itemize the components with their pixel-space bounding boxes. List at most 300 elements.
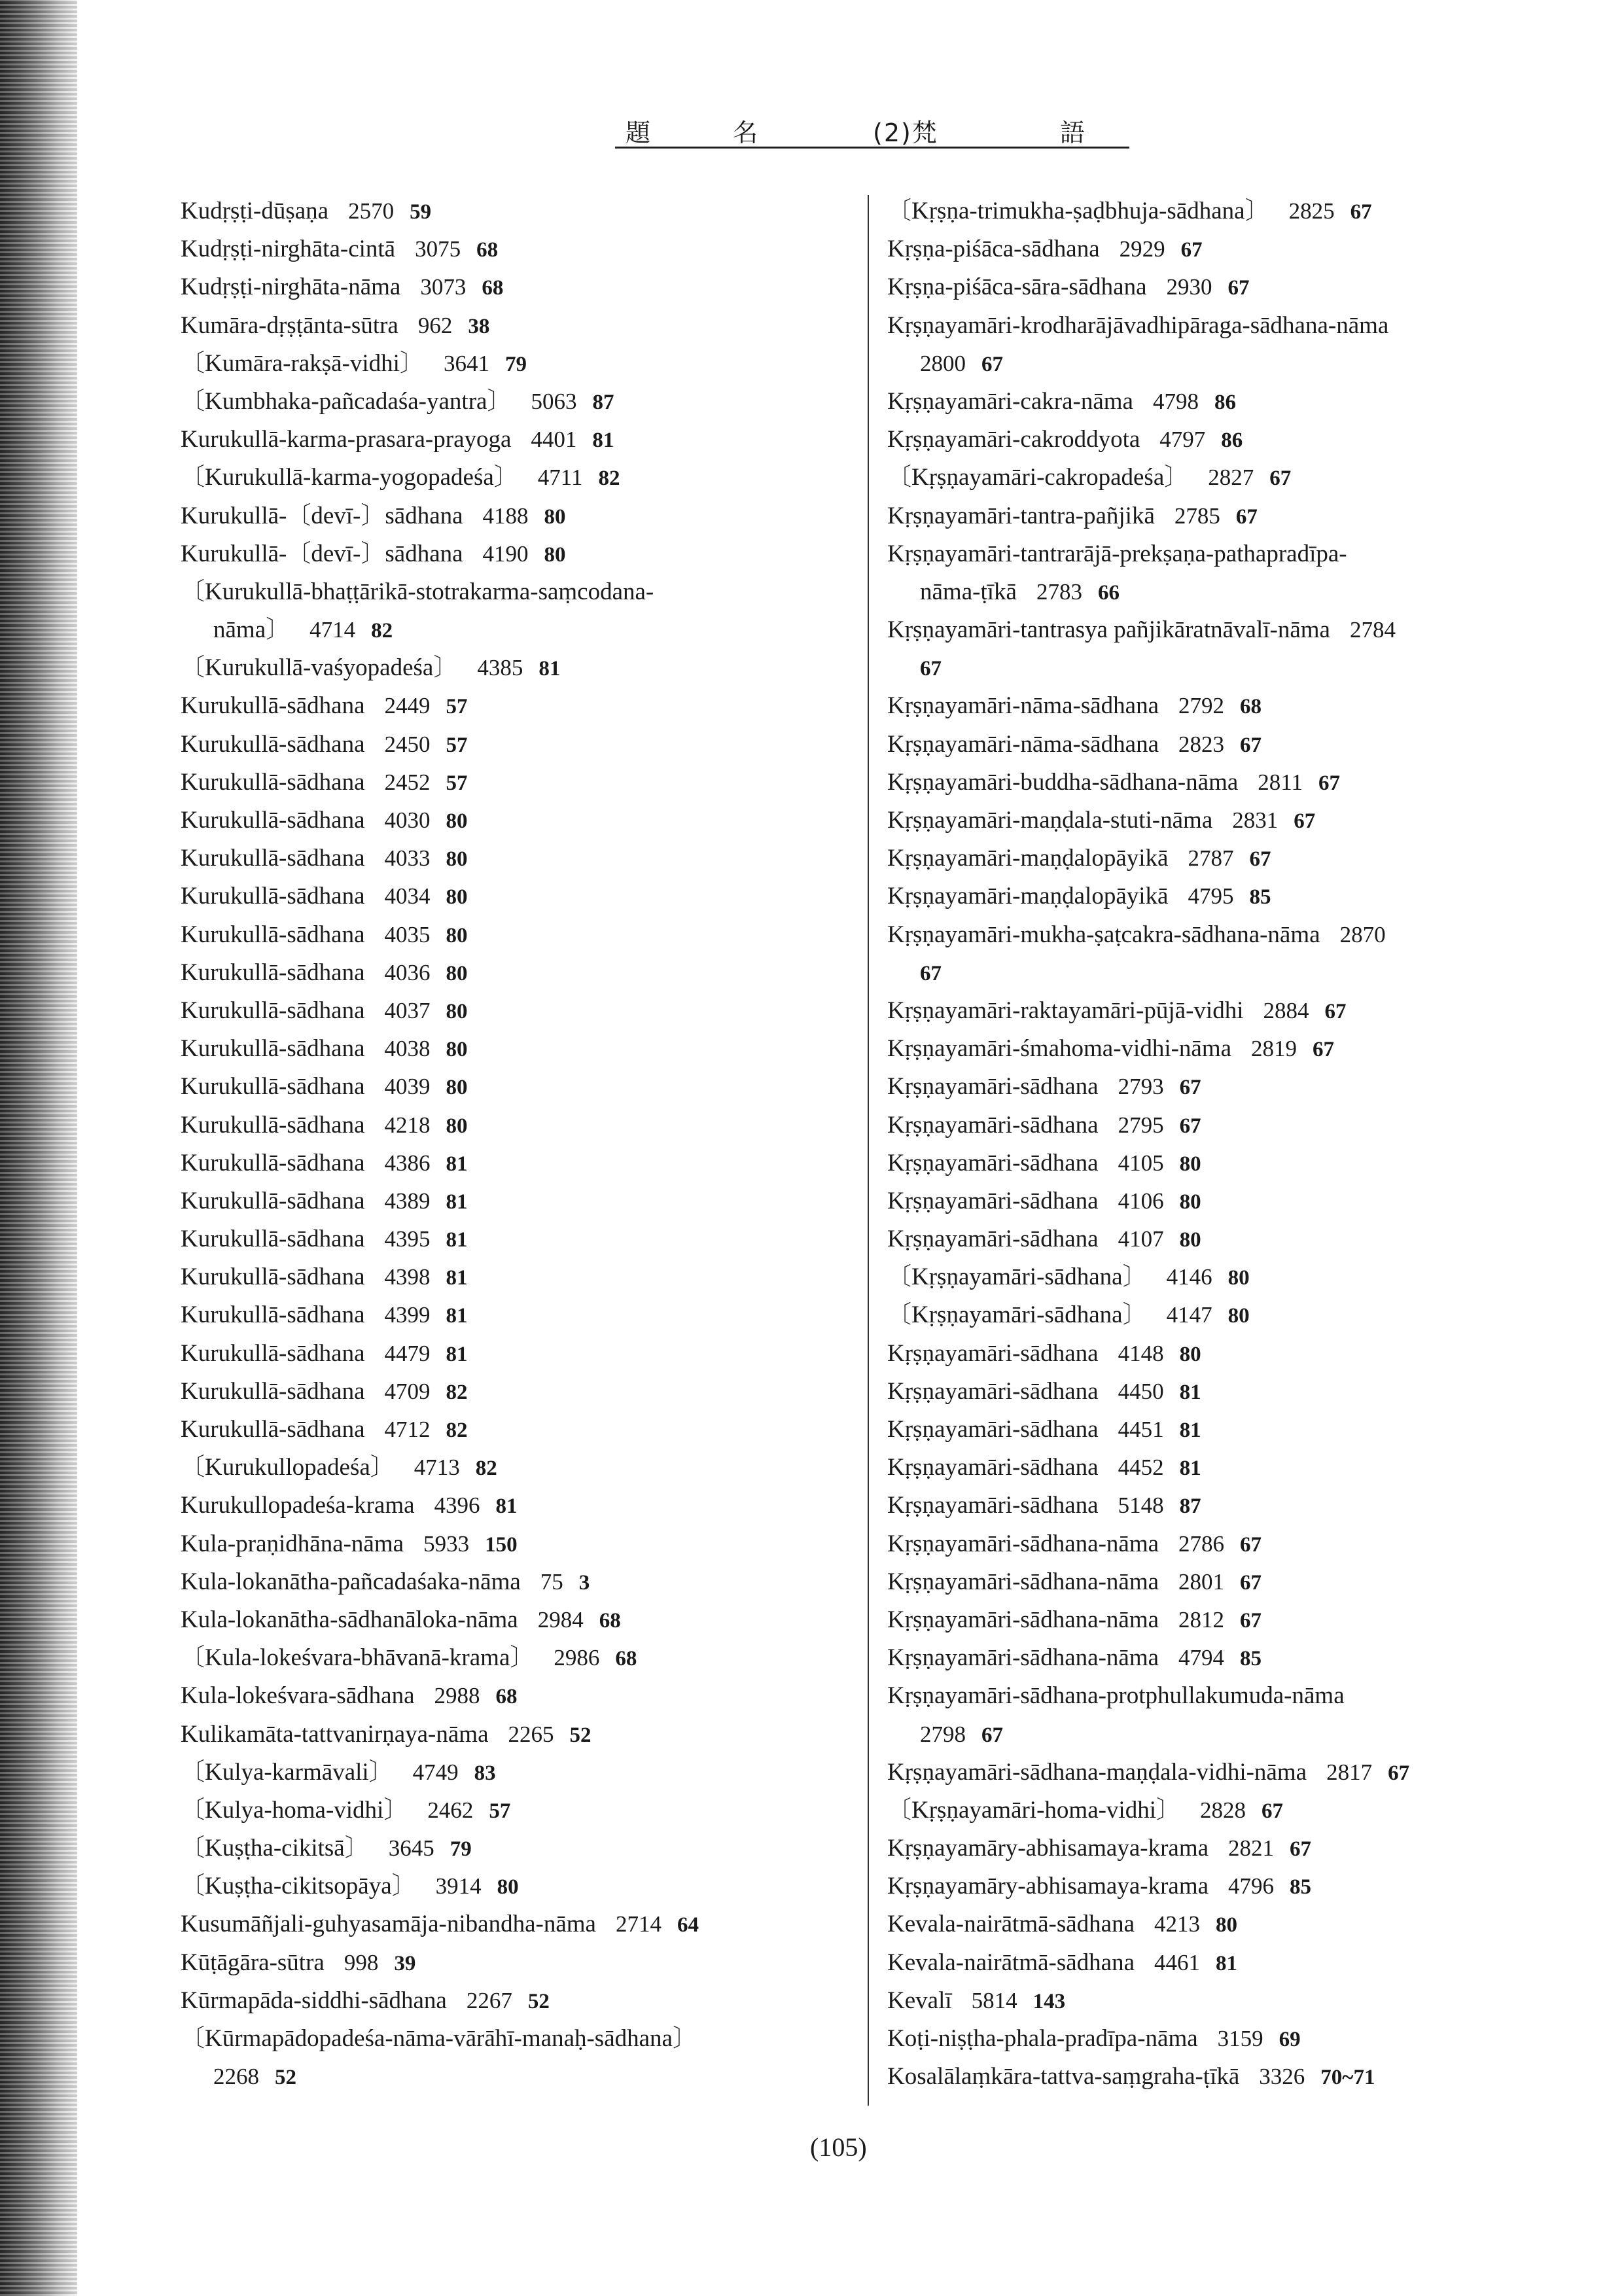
entry-title: Kudṛṣṭi-nirghāta-nāma (181, 274, 401, 301)
index-entry (181, 1373, 841, 1411)
entry-page-reference: 67 (1269, 467, 1292, 491)
entry-page-reference: 82 (475, 1457, 497, 1481)
entry-catalog-number: 4037 (384, 997, 431, 1023)
entry-catalog-number: 4188 (482, 503, 529, 529)
entry-page-reference: 67 (1240, 1570, 1262, 1595)
entry-title: Kṛṣṇayamāri-sādhana-nāma (887, 1530, 1159, 1557)
entry-catalog-number: 2268 (213, 2064, 259, 2090)
entry-catalog-number: 4461 (1154, 1949, 1201, 1975)
entry-title: Kurukullā-sādhana (181, 1339, 365, 1367)
index-entry (181, 535, 841, 573)
entry-catalog-number: 4712 (384, 1417, 431, 1442)
entry-title: Kurukullā-sādhana (181, 1301, 365, 1329)
page-number: (105) (810, 2132, 867, 2162)
entry-page-reference: 83 (474, 1761, 496, 1785)
column-divider (868, 195, 869, 2106)
entry-page-reference: 80 (1179, 1190, 1201, 1214)
index-entry (887, 1563, 1548, 1601)
entry-catalog-number: 3914 (435, 1873, 482, 1899)
entry-page-reference: 67 (981, 352, 1003, 376)
entry-title: 〔Kṛṣṇayamāri-sādhana〕 (887, 1263, 1147, 1291)
entry-title: Kṛṣṇayamāri-sādhana (887, 1111, 1099, 1139)
entry-page-reference: 57 (489, 1799, 511, 1823)
entry-page-reference: 68 (1240, 695, 1262, 719)
entry-catalog-number: 2817 (1326, 1759, 1373, 1785)
entry-title: Kurukullā-sādhana (181, 1187, 365, 1214)
header-part-4: 語 (1060, 118, 1087, 147)
index-entry (181, 268, 841, 306)
entry-page-reference: 82 (598, 467, 620, 491)
entry-title: Kūṭāgāra-sūtra (181, 1949, 325, 1976)
entry-page-reference: 81 (446, 1190, 468, 1214)
index-column-right (887, 192, 1548, 2096)
entry-page-reference: 81 (1216, 1951, 1238, 1975)
entry-page-reference: 52 (275, 2066, 296, 2090)
entry-page-reference: 81 (495, 1494, 518, 1519)
entry-title: Kṛṣṇayamāri-sādhana (887, 1416, 1099, 1443)
index-entry (887, 2058, 1548, 2096)
entry-page-reference: 82 (446, 1380, 468, 1404)
entry-title: Kṛṣṇayamāri-sādhana-maṇḍala-vidhi-nāma (887, 1758, 1307, 1786)
entry-page-reference: 143 (1033, 1989, 1066, 2013)
entry-title: Kṛṣṇayamāri-tantrasya pañjikāratnāvalī-nāma (887, 616, 1330, 644)
index-entry (887, 1639, 1548, 1677)
entry-title: Kurukullā-sādhana (181, 1377, 365, 1405)
index-entry (181, 1411, 841, 1449)
entry-title: Kṛṣṇayamāri-sādhana (887, 1454, 1099, 1481)
index-entry (887, 1296, 1548, 1334)
entry-page-reference: 79 (450, 1837, 472, 1862)
index-entry (887, 1982, 1548, 2020)
entry-page-reference: 39 (394, 1951, 416, 1975)
entry-catalog-number: 2986 (554, 1645, 600, 1671)
index-entry (181, 954, 841, 992)
entry-catalog-number: 4452 (1118, 1455, 1164, 1481)
index-entry (181, 1639, 841, 1677)
entry-catalog-number: 4794 (1178, 1645, 1225, 1671)
entry-title: Kula-praṇidhāna-nāma (181, 1530, 404, 1557)
entry-page-reference: 79 (504, 352, 527, 376)
entry-catalog-number: 2714 (615, 1911, 662, 1937)
entry-catalog-number: 2792 (1178, 693, 1225, 719)
entry-page-reference: 67 (1240, 1608, 1262, 1633)
index-entry (181, 307, 841, 345)
index-entry (887, 383, 1548, 421)
entry-catalog-number: 4147 (1166, 1302, 1212, 1328)
entry-title: 〔Kurukullā-bhaṭṭārikā-stotrakarma-saṃcodana- (181, 578, 654, 605)
entry-catalog-number: 4749 (412, 1759, 459, 1785)
entry-catalog-number: 2930 (1166, 274, 1212, 300)
entry-catalog-number: 4030 (384, 807, 431, 833)
index-entry (181, 1220, 841, 1258)
entry-catalog-number: 2785 (1174, 503, 1220, 529)
entry-page-reference: 80 (446, 1114, 468, 1138)
index-entry (887, 1792, 1548, 1829)
index-entry (181, 1982, 841, 2020)
entry-title: Kurukullā-sādhana (181, 807, 365, 834)
entry-title: Kudṛṣṭi-dūṣaṇa (181, 198, 329, 224)
book-spine-shadow (0, 0, 77, 2296)
index-entry (887, 1487, 1548, 1525)
entry-title: Kurukullā-〔devī-〕sādhana (181, 502, 463, 529)
index-entry (887, 421, 1548, 459)
entry-catalog-number: 3326 (1259, 2064, 1305, 2090)
entry-title: 〔Kṛṣṇayamāri-homa-vidhi〕 (887, 1796, 1180, 1824)
entry-catalog-number: 5148 (1118, 1492, 1164, 1519)
entry-catalog-number: 3645 (388, 1835, 434, 1862)
entry-title: Kumāra-dṛṣṭānta-sūtra (181, 311, 398, 339)
entry-title: Kurukullā-karma-prasara-prayoga (181, 426, 512, 453)
entry-catalog-number: 5063 (531, 388, 577, 414)
entry-page-reference: 80 (1179, 1342, 1201, 1366)
entry-title: 〔Kṛṣṇayamāri-cakropadeśa〕 (887, 464, 1189, 491)
index-entry (887, 1601, 1548, 1639)
index-entry (181, 1944, 841, 1982)
index-entry (887, 192, 1548, 230)
entry-page-reference: 59 (410, 200, 432, 224)
entry-page-reference: 85 (1240, 1647, 1262, 1671)
entry-catalog-number: 4385 (477, 655, 523, 681)
entry-catalog-number: 2570 (348, 198, 395, 224)
entry-title: Kosalālaṃkāra-tattva-saṃgraha-ṭīkā (887, 2063, 1240, 2091)
entry-catalog-number: 4146 (1166, 1264, 1212, 1290)
index-entry (181, 192, 841, 230)
entry-page-reference: 67 (1180, 238, 1203, 262)
entry-catalog-number: 2811 (1258, 769, 1303, 795)
entry-title: Kṛṣṇa-piśāca-sāra-sādhana (887, 274, 1147, 301)
entry-page-reference: 67 (1294, 809, 1316, 833)
entry-title: 〔Kurukullā-vaśyopadeśa〕 (181, 654, 458, 682)
entry-page-reference: 67 (1318, 771, 1340, 795)
index-entry (181, 611, 841, 649)
entry-title: Kṛṣṇayamāri-mukha-ṣaṭcakra-sādhana-nāma (887, 921, 1320, 948)
index-entry (887, 1182, 1548, 1220)
entry-page-reference: 67 (1240, 733, 1262, 757)
index-entry (181, 230, 841, 268)
entry-catalog-number: 2812 (1178, 1606, 1225, 1633)
entry-page-reference: 81 (1179, 1419, 1201, 1442)
entry-catalog-number: 2984 (537, 1606, 584, 1633)
entry-title: 〔Kula-lokeśvara-bhāvanā-krama〕 (181, 1644, 535, 1672)
entry-title: Kṛṣṇayamāri-maṇḍalopāyikā (887, 883, 1169, 910)
index-entry (181, 1867, 841, 1905)
entry-catalog-number: 2884 (1263, 997, 1309, 1023)
entry-title: Kurukullā-sādhana (181, 1263, 365, 1291)
entry-catalog-number: 2784 (1349, 617, 1396, 643)
entry-catalog-number: 2786 (1178, 1530, 1225, 1557)
entry-title: Kṛṣṇayamāri-sādhana (887, 1073, 1099, 1101)
entry-catalog-number: 3159 (1217, 2026, 1263, 2051)
index-entry (181, 1829, 841, 1867)
entry-title: Kula-lokeśvara-sādhana (181, 1682, 415, 1710)
entry-title: Kṛṣṇayamāry-abhisamaya-krama (887, 1873, 1209, 1900)
index-entry (887, 1905, 1548, 1943)
entry-catalog-number: 4034 (384, 883, 431, 910)
entry-title: Kṛṣṇayamāri-sādhana-nāma (887, 1644, 1159, 1672)
entry-title: Kṛṣṇayamāri-maṇḍalopāyikā (887, 845, 1169, 872)
entry-catalog-number: 2267 (466, 1987, 512, 2013)
entry-catalog-number: 4396 (434, 1492, 480, 1519)
entry-catalog-number: 4190 (482, 540, 529, 567)
entry-title: Kṛṣṇayamāry-abhisamaya-krama (887, 1835, 1209, 1862)
entry-page-reference: 80 (446, 961, 468, 985)
index-entry (181, 2020, 841, 2058)
entry-title: 〔Kumāra-rakṣā-vidhi〕 (181, 349, 424, 377)
index-entry (887, 497, 1548, 535)
entry-page-reference: 86 (1221, 429, 1243, 453)
entry-catalog-number: 2825 (1288, 198, 1335, 224)
index-entry (887, 1829, 1548, 1867)
entry-title: 〔Kurukullā-karma-yogopadeśa〕 (181, 464, 518, 491)
index-entry (887, 2020, 1548, 2058)
entry-title: 〔Kulya-karmāvali〕 (181, 1758, 393, 1786)
entry-catalog-number: 2787 (1188, 845, 1234, 872)
entry-page-reference: 57 (446, 771, 468, 795)
entry-title: Kṛṣṇayamāri-raktayamāri-pūjā-vidhi (887, 997, 1244, 1024)
entry-page-reference: 80 (1179, 1152, 1201, 1176)
entry-title: 〔Kṛṣṇa-trimukha-ṣaḍbhuja-sādhana〕 (887, 198, 1269, 224)
entry-catalog-number: 4479 (384, 1340, 431, 1366)
index-entry (181, 649, 841, 687)
entry-catalog-number: 2800 (920, 350, 966, 376)
entry-page-reference: 68 (482, 276, 504, 300)
entry-page-reference: 81 (1179, 1457, 1201, 1481)
entry-page-reference: 81 (538, 657, 561, 681)
entry-title: Kṛṣṇayamāri-sādhana (887, 1226, 1099, 1253)
index-entry (887, 802, 1548, 839)
entry-catalog-number: 4709 (384, 1378, 431, 1404)
entry-page-reference: 52 (527, 1989, 550, 2013)
entry-catalog-number: 2783 (1036, 578, 1082, 605)
entry-page-reference: 80 (446, 847, 468, 872)
entry-title: 〔Kurukullopadeśa〕 (181, 1454, 395, 1481)
entry-catalog-number: 5933 (423, 1530, 470, 1557)
index-entry (887, 1068, 1548, 1106)
entry-catalog-number: 3075 (415, 236, 461, 262)
entry-catalog-number: 4451 (1118, 1417, 1164, 1442)
entry-catalog-number: 2827 (1208, 465, 1254, 491)
entry-page-reference: 80 (1227, 1304, 1250, 1328)
index-entry (887, 1867, 1548, 1905)
index-entry (887, 611, 1548, 649)
entry-page-reference: 57 (446, 733, 468, 757)
entry-page-reference: 68 (615, 1647, 637, 1671)
entry-catalog-number: 3073 (420, 274, 467, 300)
entry-catalog-number: 75 (540, 1568, 563, 1595)
index-entry (181, 1677, 841, 1715)
entry-catalog-number: 4039 (384, 1074, 431, 1100)
entry-title: Kula-lokanātha-sādhanāloka-nāma (181, 1606, 518, 1633)
entry-page-reference: 80 (544, 504, 566, 529)
entry-catalog-number: 2929 (1119, 236, 1165, 262)
entry-title: Kṛṣṇayamāri-krodharājāvadhipāraga-sādhana-nāma (887, 311, 1389, 339)
entry-page-reference: 80 (544, 542, 566, 567)
entry-page-reference: 80 (497, 1875, 519, 1899)
entry-page-reference: 68 (599, 1608, 621, 1633)
entry-page-reference: 80 (1227, 1266, 1250, 1290)
entry-page-reference: 80 (446, 809, 468, 833)
entry-catalog-number: 4386 (384, 1150, 431, 1176)
entry-page-reference: 150 (485, 1532, 518, 1557)
index-entry (181, 1792, 841, 1829)
entry-title: Koṭi-niṣṭha-phala-pradīpa-nāma (887, 2025, 1198, 2052)
index-entry (181, 2058, 841, 2096)
entry-catalog-number: 962 (417, 312, 453, 338)
index-entry (181, 839, 841, 877)
entry-title: 〔Kulya-homa-vidhi〕 (181, 1796, 408, 1824)
entry-page-reference: 85 (1249, 885, 1271, 910)
entry-title: Kṛṣṇayamāri-sādhana-protphullakumuda-nāma (887, 1682, 1345, 1710)
entry-title: Kurukullā-sādhana (181, 730, 365, 758)
entry-page-reference: 81 (446, 1152, 468, 1176)
entry-catalog-number: 4401 (531, 427, 577, 453)
entry-page-reference: 69 (1279, 2028, 1301, 2051)
entry-title: 〔Kumbhaka-pañcadaśa-yantra〕 (181, 387, 512, 415)
entry-title: Kurukullā-sādhana (181, 692, 365, 720)
index-entry (181, 345, 841, 383)
entry-title: 〔Kuṣṭha-cikitsā〕 (181, 1835, 369, 1862)
index-entry (181, 1716, 841, 1754)
entry-title: 〔Kūrmapādopadeśa-nāma-vārāhī-manaḥ-sādhana〕 (181, 2025, 697, 2052)
entry-page-reference: 81 (446, 1228, 468, 1252)
entry-title: Kṛṣṇayamāri-nāma-sādhana (887, 730, 1159, 758)
entry-page-reference: 80 (446, 1038, 468, 1062)
entry-title: Kevala-nairātmā-sādhana (887, 1949, 1135, 1976)
index-entry (181, 459, 841, 497)
entry-title: Kevala-nairātmā-sādhana (887, 1911, 1135, 1938)
entry-title: Kurukullā-sādhana (181, 768, 365, 796)
index-entry (181, 1106, 841, 1144)
index-entry (181, 1258, 841, 1296)
entry-catalog-number: 4399 (384, 1302, 431, 1328)
entry-title: nāma-ṭīkā (920, 578, 1017, 605)
index-entry (887, 687, 1548, 725)
entry-catalog-number: 2795 (1118, 1112, 1164, 1138)
index-entry (181, 1068, 841, 1106)
index-entry (181, 764, 841, 802)
entry-page-reference: 81 (592, 429, 614, 453)
entry-catalog-number: 4218 (384, 1112, 431, 1138)
entry-title: Kṛṣṇayamāri-tantra-pañjikā (887, 502, 1155, 529)
index-entry (887, 1106, 1548, 1144)
entry-page-reference: 70~71 (1320, 2066, 1375, 2090)
entry-title: Kṛṣṇayamāri-sādhana (887, 1149, 1099, 1176)
entry-catalog-number: 4038 (384, 1036, 431, 1062)
entry-catalog-number: 4213 (1154, 1911, 1201, 1937)
entry-page-reference: 68 (476, 238, 499, 262)
index-entry (887, 1335, 1548, 1373)
entry-title: Kurukullā-sādhana (181, 1416, 365, 1443)
entry-catalog-number: 2462 (427, 1797, 474, 1823)
index-entry (887, 1944, 1548, 1982)
entry-title: Kulikamāta-tattvanirṇaya-nāma (181, 1720, 489, 1748)
index-entry (181, 1030, 841, 1068)
entry-title: Kurukullā-sādhana (181, 845, 365, 872)
index-entry (887, 992, 1548, 1030)
entry-page-reference: 85 (1290, 1875, 1312, 1899)
entry-catalog-number: 4450 (1118, 1378, 1164, 1404)
entry-catalog-number: 4105 (1118, 1150, 1164, 1176)
entry-catalog-number: 2449 (384, 693, 431, 719)
entry-title: Kurukullā-sādhana (181, 1149, 365, 1176)
entry-catalog-number: 4107 (1118, 1226, 1164, 1252)
entry-title: Kurukullā-sādhana (181, 1035, 365, 1063)
entry-catalog-number: 2988 (434, 1683, 480, 1709)
entry-catalog-number: 2450 (384, 731, 431, 757)
index-entry (181, 1601, 841, 1639)
entry-page-reference: 68 (495, 1685, 518, 1709)
header-part-3: (2)梵 (873, 118, 938, 147)
running-header (615, 110, 1129, 149)
index-entry (181, 383, 841, 421)
entry-page-reference: 80 (446, 1076, 468, 1100)
index-entry (181, 497, 841, 535)
index-entry (887, 877, 1548, 915)
entry-catalog-number: 4711 (537, 465, 583, 491)
entry-title: Kṛṣṇayamāri-sādhana (887, 1377, 1099, 1405)
index-entry (887, 1030, 1548, 1068)
entry-catalog-number: 4796 (1228, 1873, 1275, 1899)
entry-title: Kurukullā-sādhana (181, 959, 365, 986)
entry-page-reference: 67 (1350, 200, 1372, 224)
entry-catalog-number: 4797 (1159, 427, 1206, 453)
index-entry (887, 573, 1548, 611)
entry-page-reference: 67 (1249, 847, 1271, 872)
entry-page-reference: 81 (446, 1304, 468, 1328)
entry-catalog-number: 2793 (1118, 1074, 1164, 1100)
entry-page-reference: 67 (920, 961, 942, 985)
entry-title: Kusumāñjali-guhyasamāja-nibandha-nāma (181, 1911, 596, 1938)
entry-page-reference: 67 (1313, 1038, 1335, 1062)
entry-catalog-number: 2819 (1251, 1036, 1297, 1062)
entry-page-reference: 66 (1097, 580, 1120, 605)
entry-catalog-number: 2798 (920, 1721, 966, 1747)
index-entry (887, 1258, 1548, 1296)
entry-page-reference: 80 (1179, 1228, 1201, 1252)
entry-page-reference: 87 (592, 390, 614, 414)
entry-title: Kṛṣṇayamāri-śmahoma-vidhi-nāma (887, 1035, 1232, 1063)
entry-catalog-number: 4798 (1152, 388, 1199, 414)
entry-page-reference: 80 (446, 885, 468, 910)
entry-title: Kṛṣṇa-piśāca-sādhana (887, 236, 1100, 263)
entry-title: Kurukullā-sādhana (181, 1073, 365, 1101)
entry-catalog-number: 4398 (384, 1264, 431, 1290)
entry-title: Kṛṣṇayamāri-nāma-sādhana (887, 692, 1159, 720)
entry-title: Kurukullā-sādhana (181, 921, 365, 948)
index-entry (181, 1144, 841, 1182)
entry-title: 〔Kṛṣṇayamāri-sādhana〕 (887, 1301, 1147, 1329)
entry-catalog-number: 3641 (443, 350, 489, 376)
index-entry (887, 1525, 1548, 1563)
entry-title: 〔Kuṣṭha-cikitsopāya〕 (181, 1873, 416, 1900)
entry-title: Kula-lokanātha-pañcadaśaka-nāma (181, 1568, 521, 1595)
index-entry (181, 1525, 841, 1563)
entry-page-reference: 86 (1214, 390, 1236, 414)
entry-title: Kṛṣṇayamāri-sādhana (887, 1492, 1099, 1519)
index-entry (887, 916, 1548, 954)
index-entry (887, 954, 1548, 992)
entry-page-reference: 87 (1179, 1494, 1201, 1519)
index-entry (887, 839, 1548, 877)
index-entry (887, 1716, 1548, 1754)
entry-title: Kevalī (887, 1987, 952, 2014)
index-entry (181, 573, 841, 611)
entry-page-reference: 67 (1240, 1532, 1262, 1557)
entry-catalog-number: 2821 (1228, 1835, 1275, 1862)
entry-title: Kurukullopadeśa-krama (181, 1492, 415, 1519)
index-entry (181, 1563, 841, 1601)
index-entry (181, 1487, 841, 1525)
